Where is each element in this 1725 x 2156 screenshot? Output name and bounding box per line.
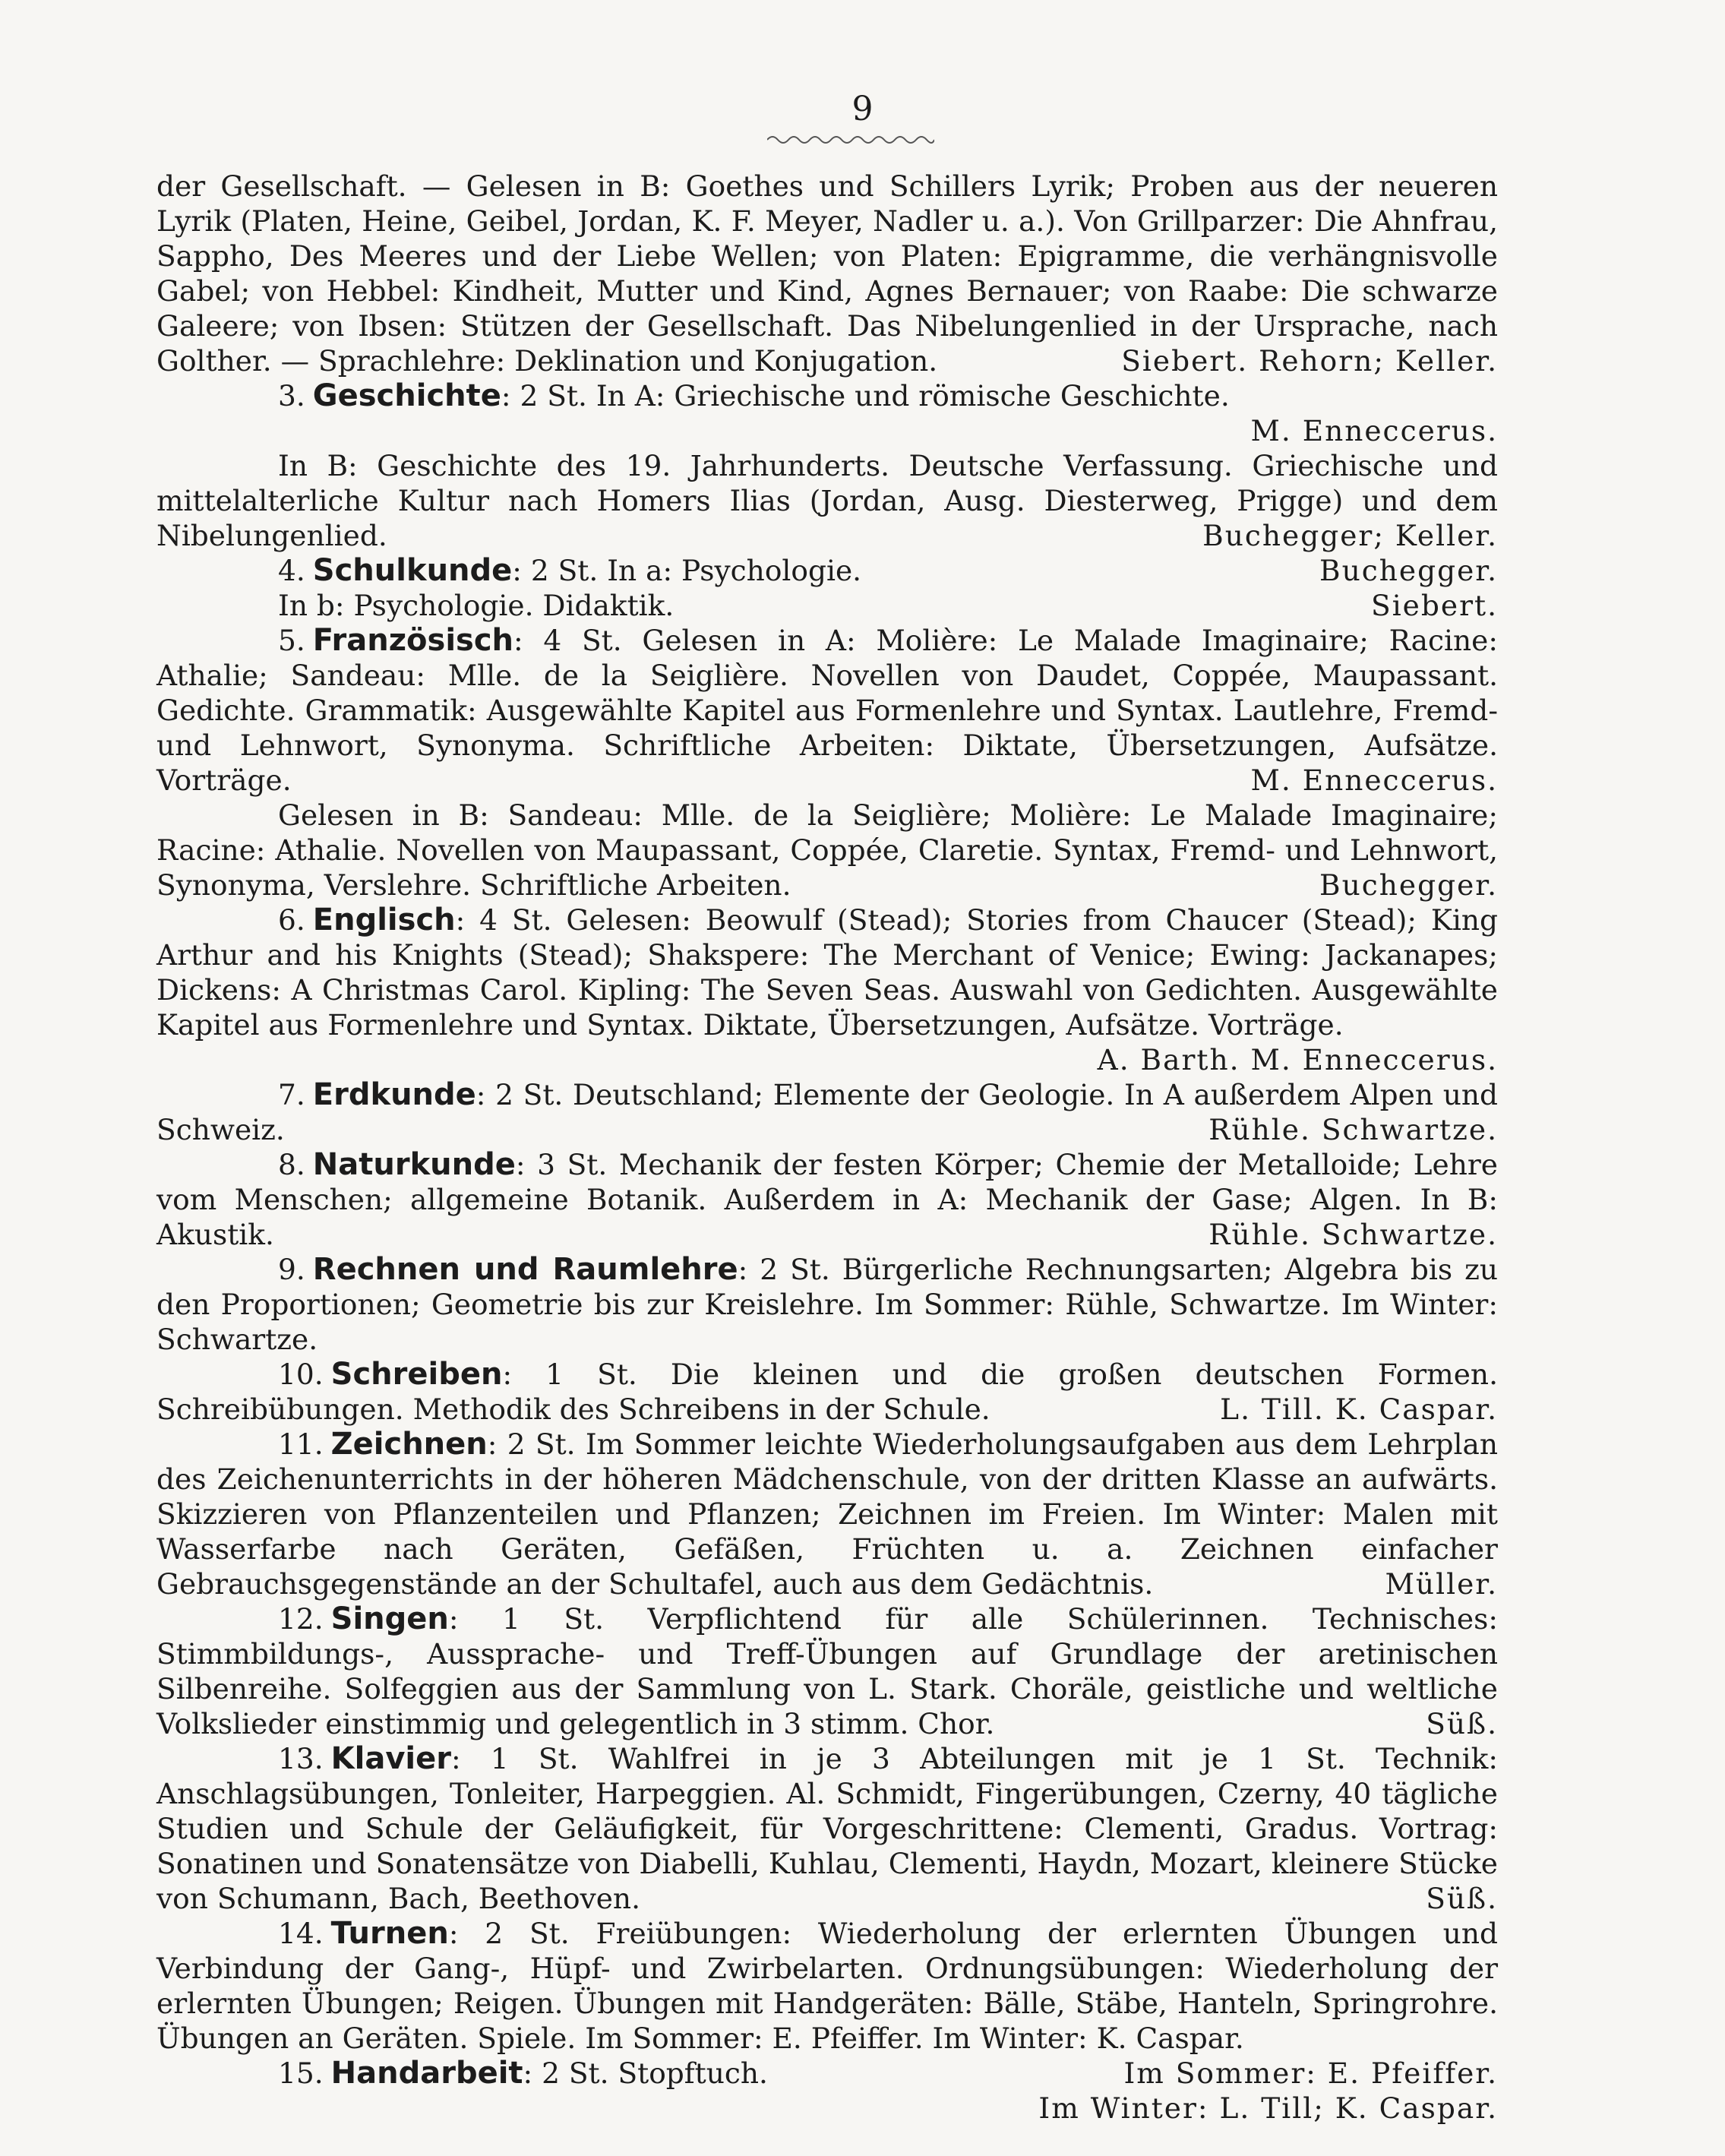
intro-section <box>156 169 1498 378</box>
section-number: 15. <box>278 2056 324 2090</box>
subject-section <box>156 1601 1498 1741</box>
subject-heading: Französisch <box>312 623 514 658</box>
teacher-names: Im Sommer: E. Pfeiffer. <box>1123 2056 1498 2090</box>
subject-section <box>156 1916 1498 2056</box>
subject-section <box>156 903 1498 1077</box>
paragraph-text: : 2 St. Stopftuch. <box>523 2056 768 2090</box>
subject-sections <box>156 378 1498 2126</box>
section-number: 5. <box>278 624 305 657</box>
section-paragraph <box>156 903 1498 1076</box>
section-number: 7. <box>278 1078 305 1111</box>
paragraph-text: : 1 St. Verpflichtend für alle Schülerinnen. Technisches: Stimmbildungs-, Aussprache- und Treff-Übungen auf Grundlage der aretinischen Silbenreihe. Solfeggien aus der Sammlung von L. Stark. Choräle, geistliche und weltliche Volkslieder einstimmig und gelegentlich in 3 stimm. Chor. <box>156 1602 1498 1740</box>
subject-section <box>156 1427 1498 1601</box>
subject-heading: Naturkunde <box>312 1147 516 1182</box>
section-paragraph <box>156 1077 1498 1147</box>
teacher-names: A. Barth. M. Enneccerus. <box>1097 1043 1498 1076</box>
paragraph-text: Gelesen in B: Sandeau: Mlle. de la Seiglière; Molière: Le Malade Imaginaire; Racine: Athalie. Novellen von Maupassant, Coppée, Claretie. Syntax, Fremd- und Lehnwort, Synonyma, Verslehre. Schriftliche Arbeiten. <box>156 798 1498 902</box>
intro-text: der Gesellschaft. — Gelesen in B: Goethes und Schillers Lyrik; Proben aus der neueren Lyrik (Platen, Heine, Geibel, Jordan, K. F. Meyer, Nadler u. a.). Von Grillparzer: Die Ahnfrau, Sappho, Des Meeres und der Liebe Wellen; von Platen: Epigramme, die verhängnisvolle Gabel; von Hebbel: Kindheit, Mutter und Kind, Agnes Bernauer; von Raabe: Die schwarze Galeere; von Ibsen: Stützen der Gesellschaft. Das Nibelungenlied in der Ursprache, nach Golther. — Sprachlehre: Deklination und Konjugation. <box>156 169 1498 378</box>
subject-heading: Englisch <box>312 903 456 937</box>
paragraph-text: : 4 St. Gelesen in A: Molière: Le Malade Imaginaire; Racine: Athalie; Sandeau: Mlle. de la Seiglière. Novellen von Daudet, Coppée, Maupassant. Gedichte. Grammatik: Ausgewählte Kapitel aus Formenlehre und Syntax. Lautlehre, Fremd- und Lehnwort, Synonyma. Schriftliche Arbeiten: Diktate, Übersetzungen, Aufsätze. Vorträge. <box>156 624 1498 797</box>
section-paragraph <box>156 2056 1498 2091</box>
section-paragraph <box>156 588 1498 623</box>
paragraph-text: : 2 St. Bürgerliche Rechnungsarten; Algebra bis zu den Proportionen; Geometrie bis zur Kreislehre. Im Sommer: Rühle, Schwartze. Im Winter: Schwartze. <box>156 1253 1498 1356</box>
document-body <box>156 169 1498 2126</box>
paragraph-text: In b: Psychologie. Didaktik. <box>278 589 675 622</box>
subject-section <box>156 1357 1498 1427</box>
teacher-names: Buchegger. <box>1319 554 1498 587</box>
teacher-names: M. Enneccerus. <box>1250 414 1498 447</box>
paragraph-text: : 3 St. Mechanik der festen Körper; Chemie der Metalloide; Lehre vom Menschen; allgemeine Botanik. Außerdem in A: Mechanik der Gase; Algen. In B: Akustik. <box>156 1148 1498 1251</box>
paragraph-text: : 2 St. In A: Griechische und römische Geschichte. <box>501 379 1230 413</box>
paragraph-text: : 2 St. In a: Psychologie. <box>512 554 862 587</box>
subject-section <box>156 2056 1498 2126</box>
subject-heading: Schulkunde <box>312 553 513 588</box>
teacher-names: Süß. <box>1426 1707 1498 1740</box>
section-paragraph <box>156 1357 1498 1427</box>
section-number: 3. <box>278 379 305 413</box>
subject-section <box>156 1077 1498 1147</box>
section-paragraph <box>156 1601 1498 1741</box>
subject-section <box>156 378 1498 553</box>
subject-heading: Erdkunde <box>312 1077 476 1112</box>
subject-heading: Rechnen und Raumlehre <box>312 1252 738 1287</box>
teacher-names: Buchegger; Keller. <box>1202 519 1498 552</box>
section-paragraph <box>156 378 1498 447</box>
section-paragraph <box>156 448 1498 553</box>
section-number: 10. <box>278 1358 324 1391</box>
subject-heading: Schreiben <box>330 1357 503 1392</box>
section-paragraph <box>156 1147 1498 1252</box>
section-paragraph <box>156 553 1498 588</box>
teacher-names: Im Winter: L. Till; K. Caspar. <box>1038 2091 1498 2125</box>
teacher-names: Rühle. Schwartze. <box>1208 1218 1498 1251</box>
paragraph-text: : 4 St. Gelesen: Beowulf (Stead); Stories from Chaucer (Stead); King Arthur and his Knights (Stead); Shakspere: The Merchant of Venice; Ewing: Jackanapes; Dickens: A Christmas Carol. Kipling: The Seven Seas. Auswahl von Gedichten. Ausgewählte Kapitel aus Formenlehre und Syntax. Diktate, Übersetzungen, Aufsätze. Vorträge. <box>156 903 1498 1042</box>
section-number: 6. <box>278 903 305 937</box>
subject-heading: Turnen <box>330 1916 449 1951</box>
subject-section <box>156 1741 1498 1916</box>
intro-teacher: Siebert. Rehorn; Keller. <box>1121 344 1498 378</box>
section-number: 8. <box>278 1148 305 1181</box>
section-number: 14. <box>278 1917 324 1950</box>
section-paragraph <box>156 1741 1498 1916</box>
page-number: 9 <box>851 90 874 128</box>
teacher-names: Müller. <box>1385 1567 1498 1601</box>
section-number: 4. <box>278 554 305 587</box>
subject-section <box>156 1147 1498 1252</box>
teacher-names: Buchegger. <box>1319 868 1498 902</box>
subject-heading: Geschichte <box>312 378 501 413</box>
paragraph-text: : 2 St. Deutschland; Elemente der Geologie. In A außerdem Alpen und Schweiz. <box>156 1078 1498 1146</box>
paragraph-text: : 2 St. Im Sommer leichte Wiederholungsaufgaben aus dem Lehrplan des Zeichenunterrichts in der höheren Mädchenschule, von der dritten Klasse an aufwärts. Skizzieren von Pflanzenteilen und Pflanzen; Zeichnen im Freien. Im Winter: Malen mit Wasserfarbe nach Geräten, Gefäßen, Früchten u. a. Zeichnen einfacher Gebrauchsgegenstände an der Schultafel, auch aus dem Gedächtnis. <box>156 1427 1498 1601</box>
teacher-names: Siebert. <box>1371 589 1498 622</box>
paragraph-text: : 1 St. Wahlfrei in je 3 Abteilungen mit je 1 St. Technik: Anschlagsübungen, Tonleiter, Harpeggien. Al. Schmidt, Fingerübungen, Czerny, 40 tägliche Studien und Schule der Geläufigkeit, für Vorgeschrittene: Clementi, Gradus. Vortrag: Sonatinen und Sonatensätze von Diabelli, Kuhlau, Clementi, Haydn, Mozart, kleinere Stücke von Schumann, Bach, Beethoven. <box>156 1742 1498 1915</box>
section-paragraph <box>156 798 1498 903</box>
section-number: 13. <box>278 1742 324 1775</box>
subject-heading: Klavier <box>330 1741 451 1776</box>
teacher-names: L. Till. K. Caspar. <box>1220 1393 1498 1426</box>
section-number: 11. <box>278 1427 324 1461</box>
section-paragraph <box>156 1427 1498 1601</box>
section-paragraph <box>156 1252 1498 1357</box>
subject-heading: Singen <box>330 1601 449 1636</box>
subject-section <box>156 553 1498 623</box>
subject-section <box>156 623 1498 903</box>
subject-heading: Zeichnen <box>330 1427 488 1462</box>
wave-ornament <box>767 134 934 146</box>
section-paragraph <box>156 1916 1498 2056</box>
teacher-names: Süß. <box>1426 1882 1498 1915</box>
section-paragraph <box>156 623 1498 798</box>
section-number: 9. <box>278 1253 305 1286</box>
paragraph-text: : 1 St. Die kleinen und die großen deutschen Formen. Schreibübungen. Methodik des Schreibens in der Schule. <box>156 1358 1498 1426</box>
subject-section <box>156 1252 1498 1357</box>
subject-heading: Handarbeit <box>330 2056 523 2091</box>
teacher-names: M. Enneccerus. <box>1250 763 1498 797</box>
teacher-names: Rühle. Schwartze. <box>1208 1113 1498 1146</box>
section-number: 12. <box>278 1602 324 1636</box>
paragraph-text: : 2 St. Freiübungen: Wiederholung der erlernten Übungen und Verbindung der Gang-, Hüpf- und Zwirbelarten. Ordnungsübungen: Wiederholung der erlernten Übungen; Reigen. Übungen mit Handgeräten: Bälle, Stäbe, Hanteln, Springrohre. Übungen an Geräten. Spiele. Im Sommer: E. Pfeiffer. Im Winter: K. Caspar. <box>156 1917 1498 2055</box>
paragraph-text: In B: Geschichte des 19. Jahrhunderts. Deutsche Verfassung. Griechische und mittelalterliche Kultur nach Homers Ilias (Jordan, Ausg. Diesterweg, Prigge) und dem Nibelungenlied. <box>156 449 1498 552</box>
